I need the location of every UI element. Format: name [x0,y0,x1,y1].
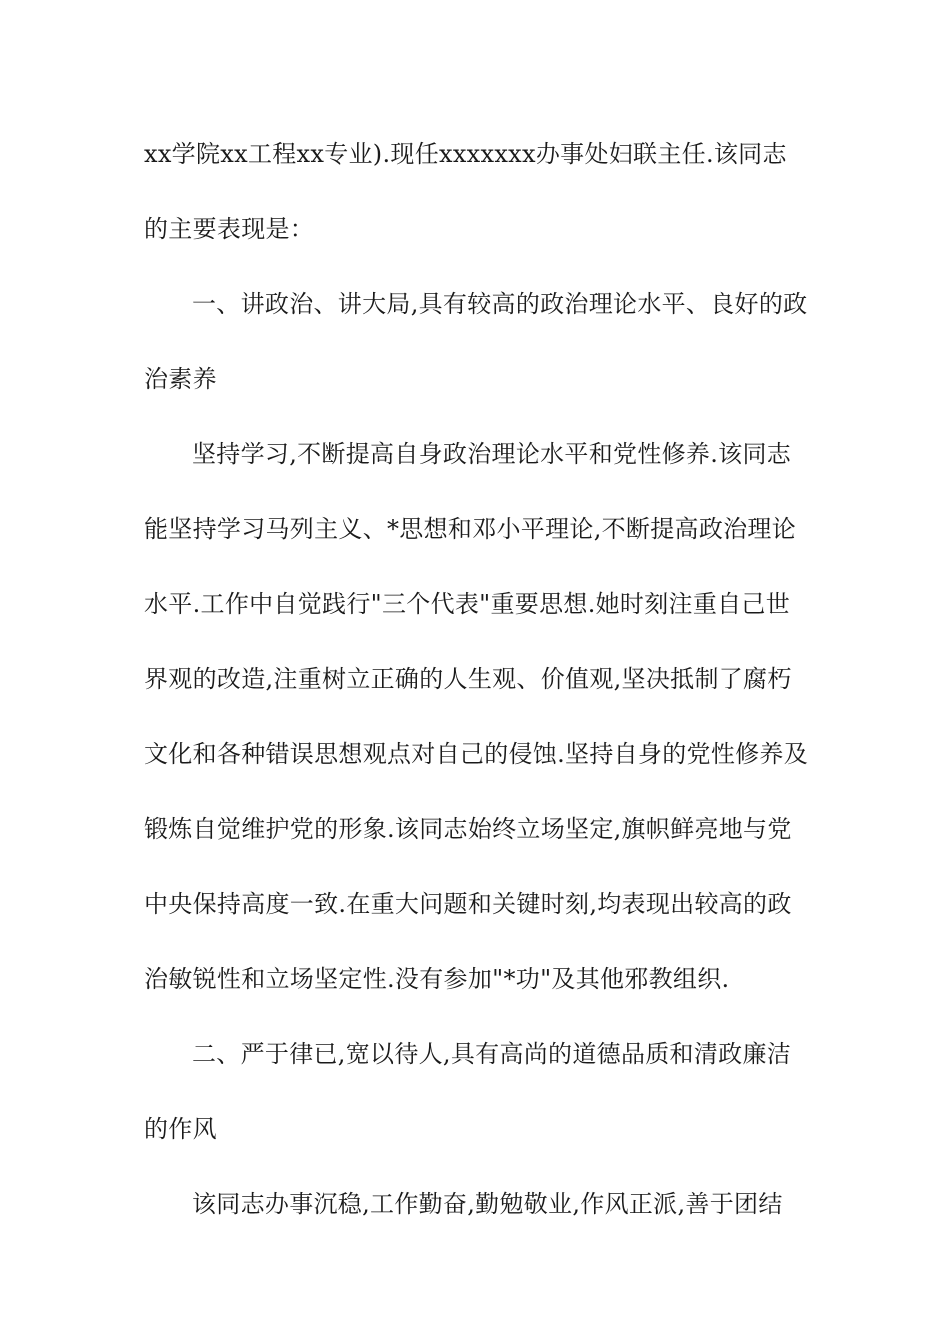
section-heading-1-line-2: 治素养 [144,365,217,393]
text-line-10: 锻炼自觉维护党的形象.该同志始终立场坚定,旗帜鲜亮地与党 [144,815,792,843]
text-line-11: 中央保持高度一致.在重大问题和关键时刻,均表现出较高的政 [144,890,792,918]
text-line-1: xx学院xx工程xx专业).现任xxxxxxx办事处妇联主任.该同志 [144,140,787,168]
section-heading-1-line-1: 一、讲政治、讲大局,具有较高的政治理论水平、良好的政 [192,290,808,318]
text-line-8: 界观的改造,注重树立正确的人生观、价值观,坚决抵制了腐朽 [144,665,792,693]
text-line-9: 文化和各种错误思想观点对自己的侵蚀.坚持自身的党性修养及 [144,740,809,768]
text-line-12: 治敏锐性和立场坚定性.没有参加"*功"及其他邪教组织. [144,965,730,993]
section-heading-2-line-1: 二、严于律已,宽以待人,具有高尚的道德品质和清政廉洁 [192,1040,792,1068]
text-line-6: 能坚持学习马列主义、*思想和邓小平理论,不断提高政治理论 [144,515,797,543]
text-line-7: 水平.工作中自觉践行"三个代表"重要思想.她时刻注重自己世 [144,590,791,618]
text-line-5: 坚持学习,不断提高自身政治理论水平和党性修养.该同志 [192,440,792,468]
text-line-2: 的主要表现是： [144,215,315,243]
text-line-15: 该同志办事沉稳,工作勤奋,勤勉敬业,作风正派,善于团结 [192,1190,783,1218]
section-heading-2-line-2: 的作风 [144,1115,217,1143]
